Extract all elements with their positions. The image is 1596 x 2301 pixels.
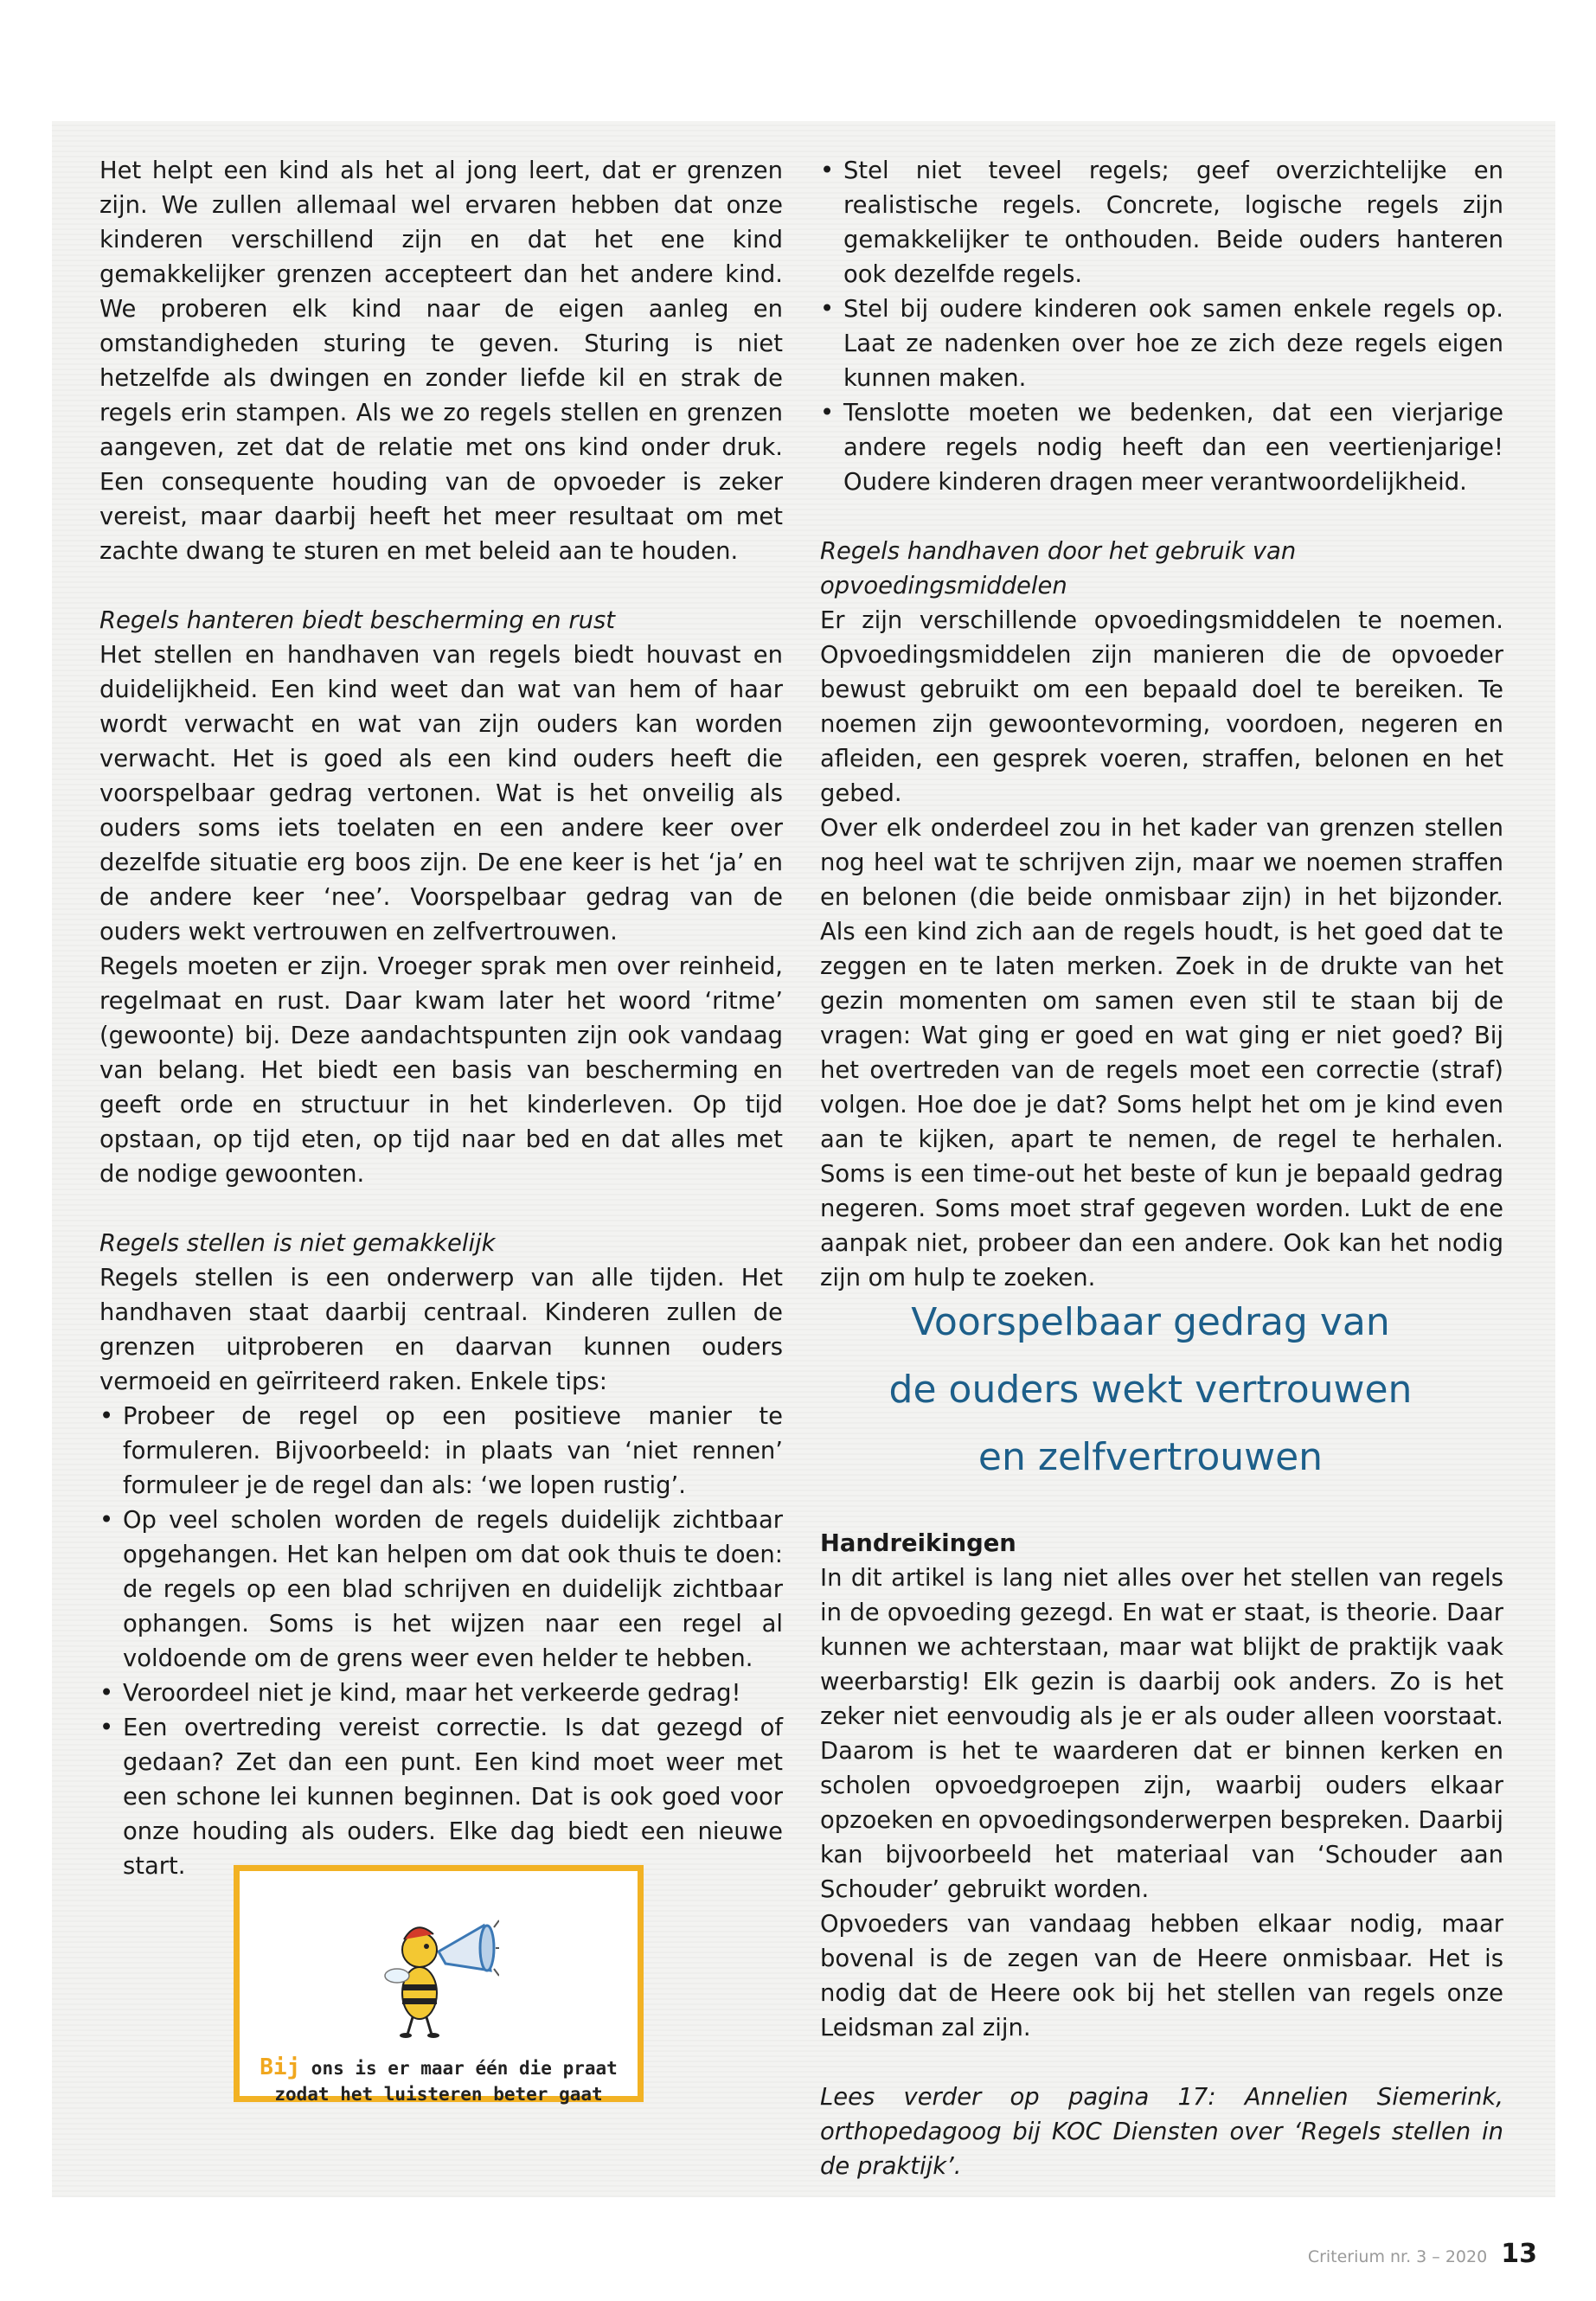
bullet-icon: • bbox=[820, 296, 835, 323]
right-column bbox=[820, 154, 1503, 1296]
list-item: • Stel niet teveel regels; geef overzichtelijke en realistische regels. Concrete, logische regels zijn gemakkelijker te onthouden. Beide ouders hanteren ook dezelfde regels. bbox=[820, 154, 1503, 292]
page-number: 13 bbox=[1501, 2239, 1537, 2269]
publication-name: Criterium nr. 3 – 2020 bbox=[1307, 2247, 1488, 2266]
right-column-lower bbox=[820, 1527, 1503, 2184]
pull-quote bbox=[830, 1289, 1471, 1491]
intro-paragraph: Het helpt een kind als het al jong leert, dat er grenzen zijn. We zullen allemaal wel ervaren hebben dat onze kinderen verschillend zijn en dat het ene kind gemakkelijker grenzen accepteert dan het andere kind. We proberen elk kind naar de eigen aanleg en omstandigheden sturing te geven. Sturing is niet hetzelfde als dwingen en zonder liefde kil en strak de regels erin stampen. Als we zo regels stellen en grenzen aangeven, zet dat de relatie met ons kind onder druk. Een consequente houding van de opvoeder is zeker vereist, maar daarbij heeft het meer resultaat om met zachte dwang te sturen en met beleid aan te houden. bbox=[99, 157, 783, 565]
bullet-icon: • bbox=[99, 1680, 114, 1707]
caption-highlight: Bij bbox=[260, 2054, 301, 2080]
paragraph: Regels moeten er zijn. Vroeger sprak men over reinheid, regelmaat en rust. Daar kwam later het woord ‘ritme’ (gewoonte) bij. Deze aandachtspunten zijn ook vandaag van belang. Het biedt een basis van bescherming en geeft orde en structuur in het kinderleven. Op tijd opstaan, op tijd eten, op tijd naar bed en dat alles met de nodige gewoonten. bbox=[99, 953, 783, 1188]
section-heading-bescherming: Regels hanteren biedt bescherming en rust bbox=[99, 607, 616, 634]
pull-quote-line: Voorspelbaar gedrag van bbox=[911, 1300, 1390, 1344]
page-footer bbox=[1308, 2239, 1537, 2269]
list-item: • Op veel scholen worden de regels duidelijk zichtbaar opgehangen. Het kan helpen om dat ook thuis te doen: de regels op een blad schrijven en duidelijk zichtbaar ophangen. Soms is het wijzen naar een regel al voldoende om de grens weer even helder te hebben. bbox=[99, 1503, 783, 1676]
list-item: • Tenslotte moeten we bedenken, dat een vierjarige andere regels nodig heeft dan een veertienjarige! Oudere kinderen dragen meer verantwoordelijkheid. bbox=[820, 396, 1503, 500]
paragraph: Er zijn verschillende opvoedingsmiddelen te noemen. Opvoedingsmiddelen zijn manieren die de opvoeder bewust gebruikt om een bepaald doel te bereiken. Te noemen zijn gewoontevorming, voordoen, negeren en afleiden, een gesprek voeren, straffen, belonen en het gebed. bbox=[820, 607, 1503, 807]
bullet-icon: • bbox=[99, 1403, 114, 1430]
paragraph: Opvoeders van vandaag hebben elkaar nodig, maar bovenal is de zegen van de Heere onmisbaar. Het is nodig dat de Heere ook bij het stellen van regels onze Leidsman zal zijn. bbox=[820, 1911, 1503, 2041]
bee-illustration bbox=[234, 1865, 644, 2105]
bullet-icon: • bbox=[99, 1715, 114, 1741]
bullet-icon: • bbox=[99, 1507, 114, 1534]
tips-list bbox=[99, 1400, 783, 1884]
bullet-icon: • bbox=[820, 157, 835, 184]
section-heading-opvoedingsmiddelen: Regels handhaven door het gebruik van opvoedingsmiddelen bbox=[820, 538, 1297, 599]
pull-quote-line: en zelfvertrouwen bbox=[977, 1435, 1324, 1479]
paragraph: Regels stellen is een onderwerp van alle tijden. Het handhaven staat daarbij centraal. Kinderen zullen de grenzen uitproberen en daarvan kunnen ouders vermoeid en geïrriteerd raken. Enkele tips: bbox=[99, 1265, 783, 1395]
bullet-icon: • bbox=[820, 400, 835, 426]
pull-quote-line: de ouders wekt vertrouwen bbox=[888, 1368, 1413, 1412]
tips-list-continued bbox=[820, 154, 1503, 500]
list-item: • Stel bij oudere kinderen ook samen enkele regels op. Laat ze nadenken over hoe ze zich deze regels eigen kunnen maken. bbox=[820, 292, 1503, 396]
section-heading-handreikingen: Handreikingen bbox=[820, 1530, 1016, 1557]
left-column bbox=[99, 154, 783, 1884]
illustration-caption: Bij ons is er maar één die praat zodat het luisteren beter gaat bbox=[260, 2054, 618, 2105]
paragraph: Het stellen en handhaven van regels biedt houvast en duidelijkheid. Een kind weet dan wat van hem of haar wordt verwacht en wat van zijn ouders kan worden verwacht. Het is goed als een kind ouders heeft die voorspelbaar gedrag vertonen. Wat is het onveilig als ouders soms iets toelaten en een andere keer over dezelfde situatie erg boos zijn. De ene keer is het ‘ja’ en de andere keer ‘nee’. Voorspelbaar gedrag van de ouders wekt vertrouwen en zelfvertrouwen. bbox=[99, 642, 783, 945]
read-more-note: Lees verder op pagina 17: Annelien Siemerink, orthopedagoog bij KOC Diensten over ‘Regels stellen in de praktijk’. bbox=[820, 2084, 1503, 2180]
bee-with-megaphone-icon bbox=[378, 1910, 499, 2040]
list-item: • Veroordeel niet je kind, maar het verkeerde gedrag! bbox=[99, 1676, 783, 1711]
paragraph: In dit artikel is lang niet alles over het stellen van regels in de opvoeding gezegd. En wat er staat, is theorie. Daar kunnen we achterstaan, maar wat blijkt de praktijk vaak weerbarstig! Elk gezin is daarbij ook anders. Zo is het zeker niet eenvoudig als je er als ouder alleen voorstaat. Daarom is het te waarderen dat er binnen kerken en scholen opvoedgroepen zijn, waarbij ouders elkaar opzoeken en opvoedingsonderwerpen bespreken. Daarbij kan bijvoorbeeld het materiaal van ‘Schouder aan Schouder’ gebruikt worden. bbox=[820, 1565, 1503, 1903]
paragraph: Over elk onderdeel zou in het kader van grenzen stellen nog heel wat te schrijven zijn, maar we noemen straffen en belonen (die beide onmisbaar zijn) in het bijzonder. Als een kind zich aan de regels houdt, is het goed dat te zeggen en te laten merken. Zoek in de drukte van het gezin momenten om samen even stil te staan bij de vragen: Wat ging er goed en wat ging er niet goed? Bij het overtreden van de regels moet een correctie (straf) volgen. Hoe doe je dat? Soms helpt het om je kind even aan te kijken, apart te nemen, de regel te herhalen. Soms is een time-out het beste of kun je bepaald gedrag negeren. Soms moet straf gegeven worden. Lukt de ene aanpak niet, probeer dan een andere. Ook kan het nodig zijn om hulp te zoeken. bbox=[820, 815, 1503, 1292]
list-item: • Probeer de regel op een positieve manier te formuleren. Bijvoorbeeld: in plaats van ‘niet rennen’ formuleer je de regel dan als: ‘we lopen rustig’. bbox=[99, 1400, 783, 1503]
section-heading-niet-gemakkelijk: Regels stellen is niet gemakkelijk bbox=[99, 1230, 496, 1257]
list-item: • Een overtreding vereist correctie. Is dat gezegd of gedaan? Zet dan een punt. Een kind moet weer met een schone lei kunnen beginnen. Dat is ook goed voor onze houding als ouders. Elke dag biedt een nieuwe start. bbox=[99, 1711, 783, 1884]
